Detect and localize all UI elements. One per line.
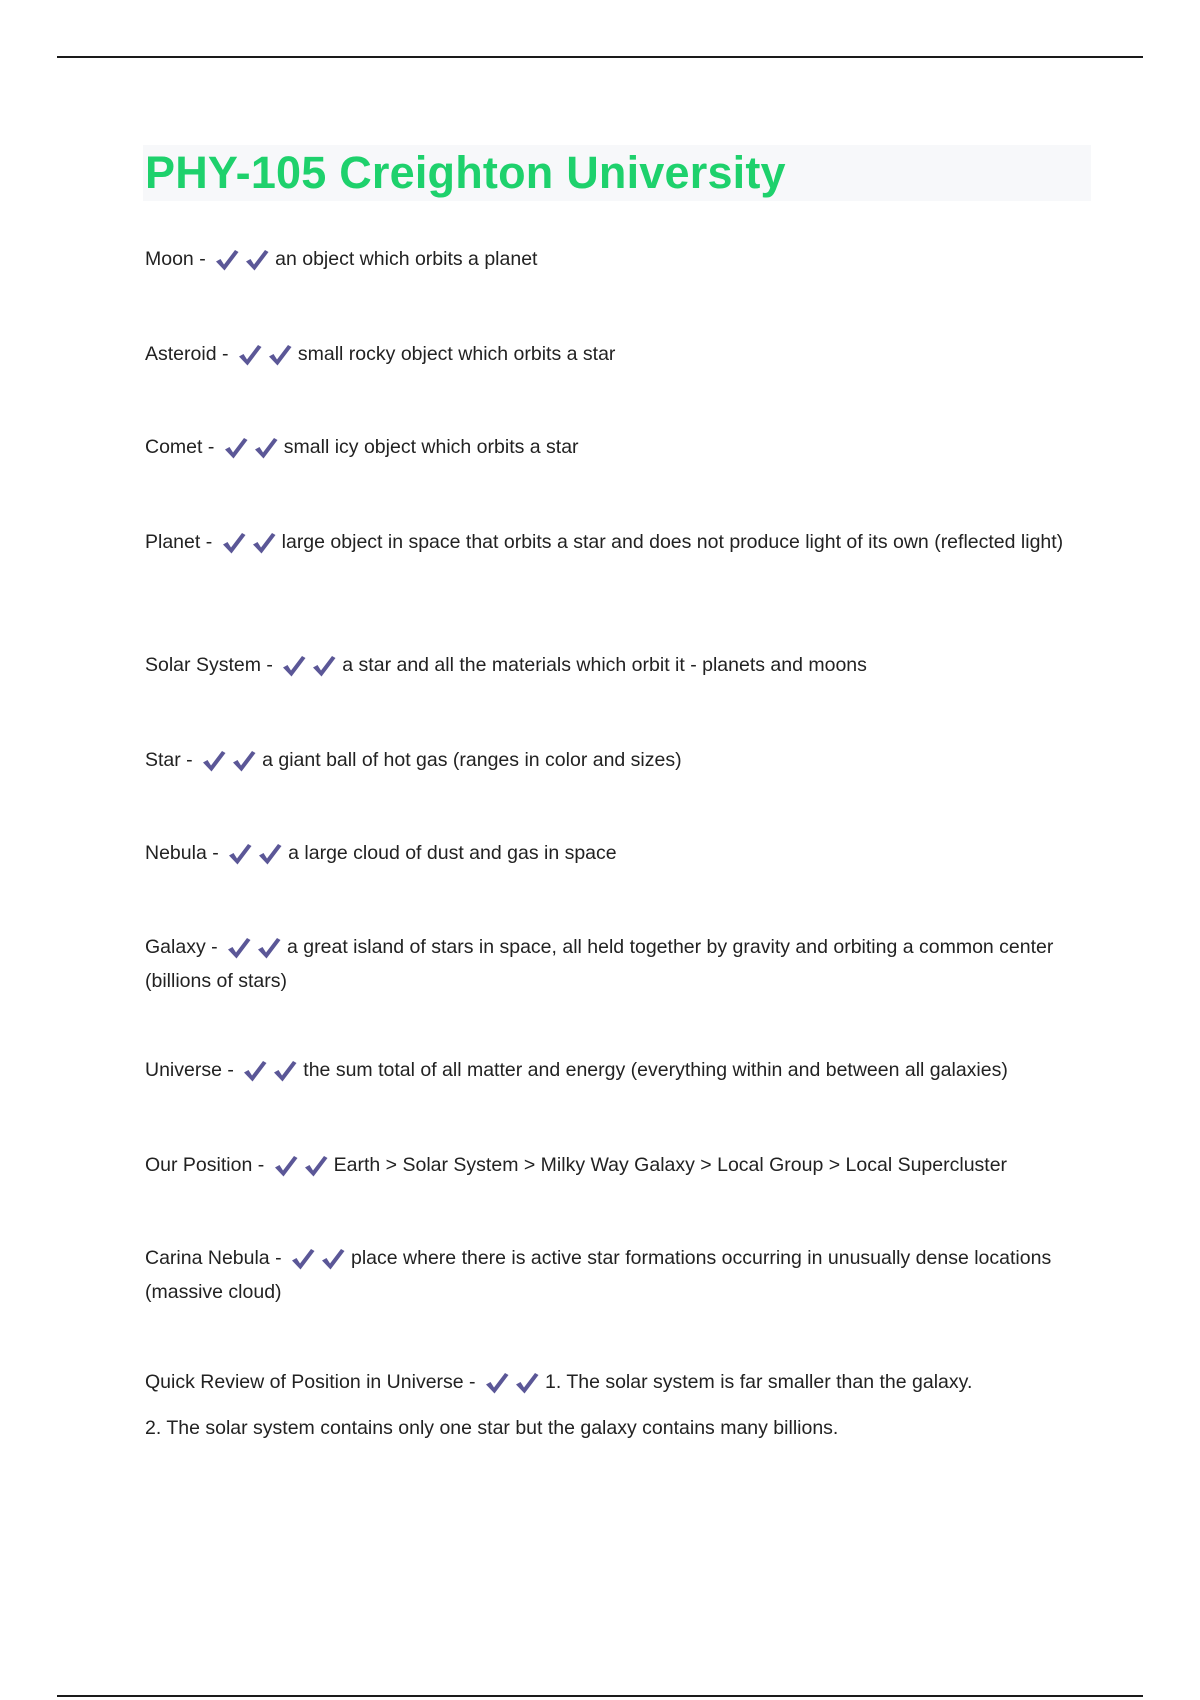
- entry-universe: [145, 1055, 1090, 1089]
- entry-separator: -: [252, 1154, 270, 1176]
- entry-carina-nebula: [145, 1243, 1090, 1307]
- check-marks: [214, 248, 274, 278]
- check-marks: [290, 1247, 350, 1277]
- check-mark-icon: [281, 654, 307, 678]
- entry-definition: a large cloud of dust and gas in space: [288, 842, 617, 864]
- entry-comet: [145, 432, 1090, 466]
- entry-separator: -: [193, 248, 212, 270]
- entry-separator: -: [221, 1059, 240, 1081]
- entry-definition: Earth > Solar System > Milky Way Galaxy > Local Group > Local Supercluster: [333, 1154, 1008, 1176]
- entry-term: Quick Review of Position in Universe: [145, 1371, 464, 1393]
- entry-asteroid: [145, 339, 1090, 373]
- entry-definition: an object which orbits a planet: [275, 248, 538, 270]
- entry-galaxy: [145, 932, 1090, 996]
- entry-separator: -: [269, 1247, 287, 1269]
- entry-term: Our Position: [145, 1154, 253, 1176]
- entry-definition: a giant ball of hot gas (ranges in color and sizes): [262, 749, 682, 771]
- entry-definition: the sum total of all matter and energy (everything within and between all galaxies): [303, 1059, 1008, 1081]
- entry-separator: -: [180, 749, 199, 771]
- check-marks: [273, 1154, 333, 1184]
- entry-solar-system: [145, 650, 1090, 684]
- entry-separator: -: [200, 531, 218, 553]
- check-mark-icon: [214, 248, 240, 272]
- check-mark-icon: [251, 531, 277, 555]
- check-mark-icon: [484, 1371, 510, 1395]
- check-marks: [221, 531, 281, 561]
- check-marks: [227, 842, 287, 872]
- check-mark-icon: [290, 1247, 316, 1271]
- check-mark-icon: [244, 248, 270, 272]
- entry-term: Star: [145, 749, 181, 771]
- entry-separator: -: [216, 343, 234, 365]
- check-marks: [237, 343, 297, 373]
- entry-definition: a great island of stars in space, all held together by gravity and orbiting a common center (billions of stars): [145, 936, 1054, 992]
- entry-our-position: [145, 1150, 1090, 1184]
- entry-definition: large object in space that orbits a star and does not produce light of its own (reflected light): [281, 531, 1064, 553]
- entry-term: Asteroid: [145, 343, 217, 365]
- entry-term: Planet: [145, 531, 201, 553]
- check-marks: [201, 749, 261, 779]
- entry-separator: -: [202, 436, 220, 458]
- entry-separator: -: [206, 842, 225, 864]
- entry-separator: -: [463, 1371, 481, 1393]
- entry-term: Carina Nebula: [145, 1247, 270, 1269]
- check-mark-icon: [201, 749, 227, 773]
- entry-term: Galaxy: [145, 936, 206, 958]
- check-mark-icon: [311, 654, 337, 678]
- check-mark-icon: [242, 1059, 268, 1083]
- check-marks: [281, 654, 341, 684]
- check-mark-icon: [303, 1154, 329, 1178]
- entry-star: [145, 745, 1090, 779]
- bottom-rule: [57, 1695, 1143, 1697]
- entry-term: Universe: [145, 1059, 222, 1081]
- document-title: PHY-105 Creighton University: [145, 147, 786, 198]
- entry-nebula: [145, 838, 1090, 872]
- check-mark-icon: [273, 1154, 299, 1178]
- entry-continuation: 2. The solar system contains only one star but the galaxy contains many billions.: [145, 1417, 839, 1439]
- check-mark-icon: [221, 531, 247, 555]
- entry-definition: 1. The solar system is far smaller than the galaxy.: [544, 1371, 973, 1393]
- check-marks: [242, 1059, 302, 1089]
- entry-term: Solar System: [145, 654, 261, 676]
- check-mark-icon: [256, 936, 282, 960]
- check-marks: [223, 436, 283, 466]
- entry-term: Nebula: [145, 842, 207, 864]
- entry-definition: a star and all the materials which orbit it - planets and moons: [342, 654, 867, 676]
- check-mark-icon: [514, 1371, 540, 1395]
- entry-planet: [145, 527, 1090, 561]
- check-mark-icon: [257, 842, 283, 866]
- check-mark-icon: [320, 1247, 346, 1271]
- entry-definition: small rocky object which orbits a star: [297, 343, 616, 365]
- entry-moon: [145, 244, 1090, 278]
- check-mark-icon: [226, 936, 252, 960]
- check-mark-icon: [272, 1059, 298, 1083]
- check-mark-icon: [227, 842, 253, 866]
- top-rule: [57, 56, 1143, 58]
- check-mark-icon: [253, 436, 279, 460]
- entry-quick-review: [145, 1367, 1090, 1401]
- check-mark-icon: [267, 343, 293, 367]
- entry-separator: -: [205, 936, 224, 958]
- entry-separator: -: [260, 654, 279, 676]
- check-mark-icon: [237, 343, 263, 367]
- entry-term: Comet: [145, 436, 203, 458]
- check-mark-icon: [223, 436, 249, 460]
- check-mark-icon: [231, 749, 257, 773]
- entry-term: Moon: [145, 248, 194, 270]
- entry-definition: small icy object which orbits a star: [283, 436, 579, 458]
- check-marks: [226, 936, 286, 966]
- check-marks: [484, 1371, 544, 1401]
- entry-definition: place where there is active star formations occurring in unusually dense locations (massive cloud): [145, 1247, 1052, 1303]
